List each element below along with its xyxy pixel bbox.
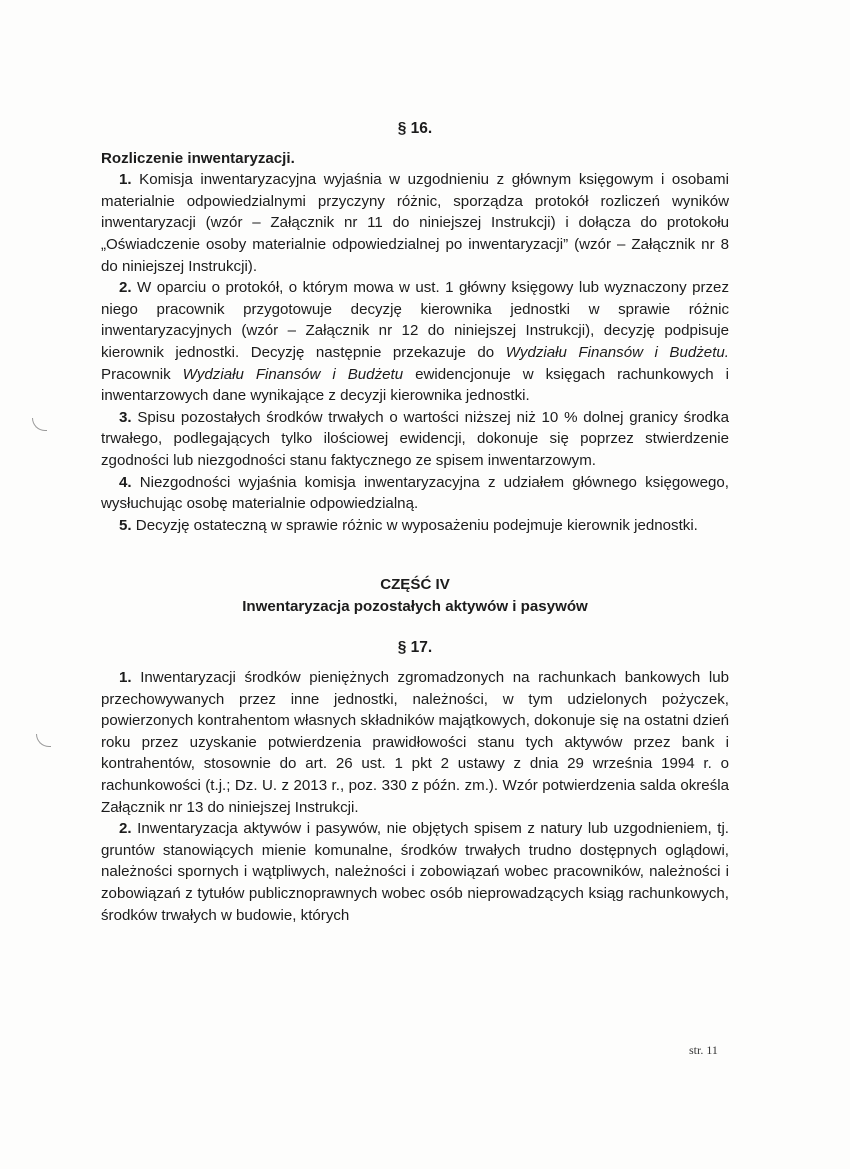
paragraph-text: ewidencjonuje w księgach rachunkowych i inwentarzowych dane wynikające z decyzji kierownika jednostki. (101, 365, 729, 405)
paragraph-number: 2. (119, 820, 132, 838)
paragraph (101, 818, 729, 926)
scan-mark (36, 734, 51, 747)
paragraph (101, 472, 729, 515)
section-16-heading: Rozliczenie inwentaryzacji. (101, 149, 295, 167)
paragraph-emphasis: Wydziału Finansów i Budżetu. (505, 343, 729, 361)
paragraph-number: 5. (119, 516, 132, 534)
section-16-title: § 16. (397, 120, 433, 137)
part-title: CZĘŚĆ IV (380, 576, 450, 594)
paragraph-text: Inwentaryzacja aktywów i pasywów, nie objętych spisem z natury lub uzgodnieniem, tj. gruntów stanowiących mienie komunalne, środków trwałych trudno dostępnych oglądowi, należności spornych i wątpliwych, należności i zobowiązań wobec pracowników, należności i zobowiązań z tytułów publicznoprawnych wobec osób nieprowadzących ksiąg rachunkowych, środków trwałych w budowie, których (101, 820, 729, 924)
paragraph-emphasis: Wydziału Finansów i Budżetu (182, 365, 404, 383)
paragraph-text: W oparciu o protokół, o którym mowa w ust. 1 główny księgowy lub wyznaczony przez niego pracownik przygotowuje decyzję kierownika jednostki w sprawie różnic inwentaryzacyjnych (wzór – Załącznik nr 12 do niniejszej Instrukcji), decyzję podpisuje kierownik jednostki. Decyzję następnie przekazuje do (101, 279, 729, 361)
paragraph (101, 169, 729, 277)
part-subtitle: Inwentaryzacja pozostałych aktywów i pasywów (242, 597, 588, 615)
paragraph-text: Niezgodności wyjaśnia komisja inwentaryzacyjna z udziałem głównego księgowego, wysłuchując osobę materialnie odpowiedzialną. (101, 473, 729, 513)
scan-mark (32, 418, 47, 431)
paragraph (101, 277, 729, 407)
document-body (101, 118, 729, 926)
paragraph-number: 1. (119, 669, 132, 687)
paragraph-text: Spisu pozostałych środków trwałych o wartości niższej niż 10 % dolnej granicy środka trwałego, podlegających tylko ilościowej ewidencji, dokonuje się poprzez stwierdzenie zgodności lub niezgodności stanu faktycznego ze spisem inwentarzowym. (101, 408, 729, 469)
paragraph (101, 667, 729, 818)
paragraph-text: Decyzję ostateczną w sprawie różnic w wyposażeniu podejmuje kierownik jednostki. (135, 516, 698, 534)
paragraph-number: 1. (119, 171, 132, 189)
paragraph-text: Pracownik (101, 365, 171, 383)
paragraph-number: 4. (119, 473, 132, 491)
paragraph-text: Inwentaryzacji środków pieniężnych zgromadzonych na rachunkach bankowych lub przechowywanych przez inne jednostki, należności, w tym udzielonych pożyczek, powierzonych kontrahentom własnych składników majątkowych, dokonuje się na ostatni dzień roku przez uzyskanie potwierdzenia prawidłowości stanu tych aktywów przez bank i kontrahentów, stosownie do art. 26 ust. 1 pkt 2 ustawy z dnia 29 września 1994 r. o rachunkowości (t.j.; Dz. U. z 2013 r., poz. 330 z późn. zm.). Wzór potwierdzenia salda określa Załącznik nr 13 do niniejszej Instrukcji. (101, 669, 729, 816)
paragraph-number: 3. (119, 408, 132, 426)
page-number: str. 11 (689, 1043, 718, 1057)
section-17-title: § 17. (397, 639, 433, 657)
paragraph (101, 515, 729, 537)
paragraph-text: Komisja inwentaryzacyjna wyjaśnia w uzgodnieniu z głównym księgowym i osobami materialnie odpowiedzialnymi przyczyny różnic, sporządza protokół rozliczeń wyników inwentaryzacji (wzór – Załącznik nr 11 do niniejszej Instrukcji) i dołącza do protokołu „Oświadczenie osoby materialnie odpowiedzialnej po inwentaryzacji” (wzór – Załącznik nr 8 do niniejszej Instrukcji). (101, 171, 729, 275)
paragraph-number: 2. (119, 279, 132, 297)
paragraph (101, 407, 729, 472)
